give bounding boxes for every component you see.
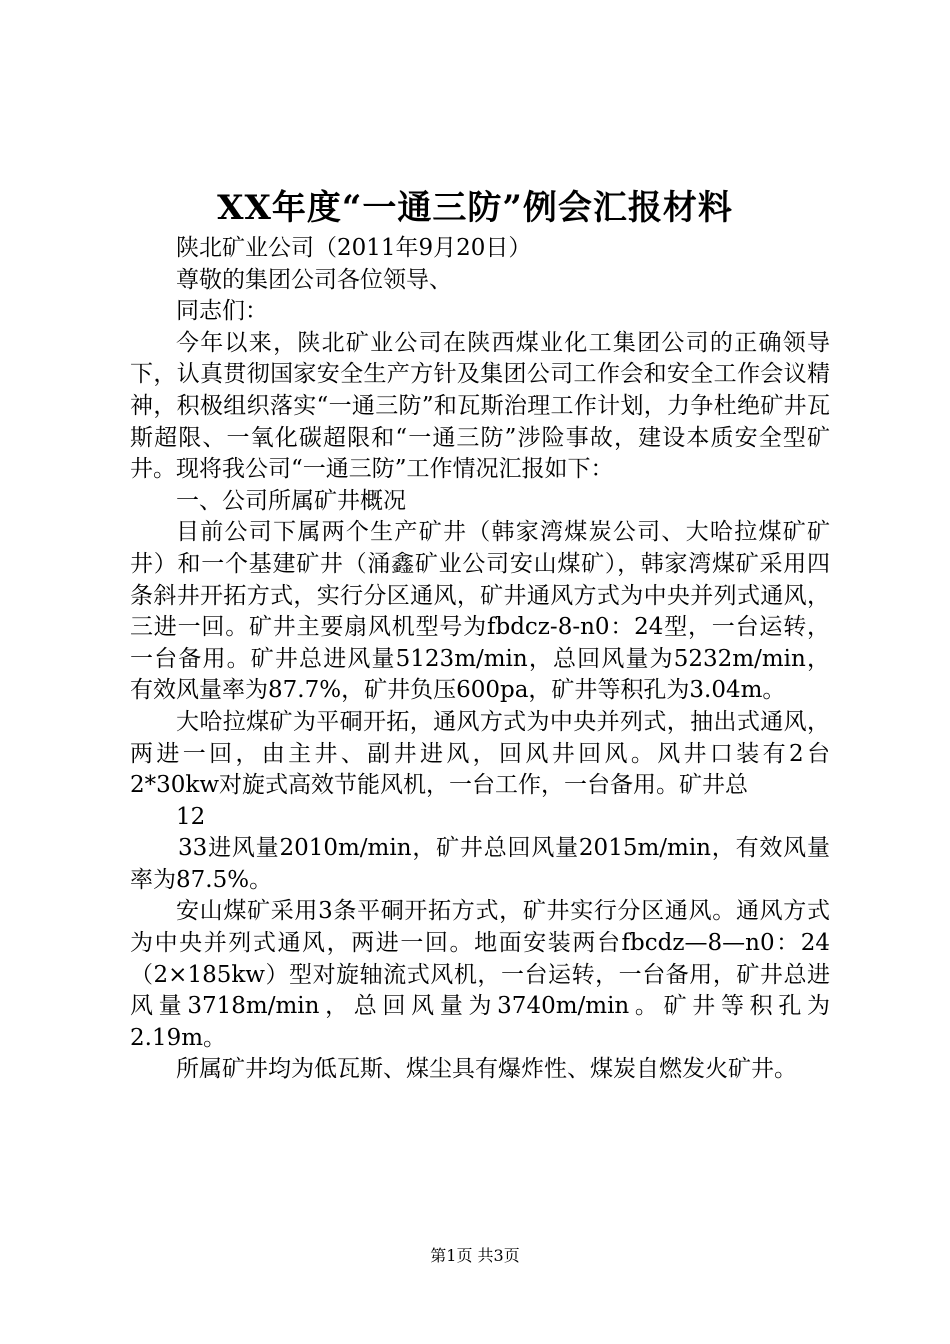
document-title: XX年度“一通三防”例会汇报材料 [217, 188, 733, 228]
page-footer: 第1页 共3页 [430, 1246, 520, 1265]
intro-paragraph: 今年以来，陕北矿业公司在陕西煤业化工集团公司的正确领导下，认真贯彻国家安全生产方针及集团公司工作会和安全工作会议精神，积极组织落实“一通三防”和瓦斯治理工作计划，力争杜绝矿井瓦斯超限、一氧化碳超限和“一通三防”涉险事故，建设本质安全型矿井。现将我公司“一通三防”工作情况汇报如下： [130, 329, 830, 483]
anshan-paragraph: 安山煤矿采用3条平硐开拓方式，矿井实行分区通风。通风方式为中央并列式通风，两进一回。地面安装两台fbcdz—8—n0：24（2×185kw）型对旋轴流式风机，一台运转，一台备用，矿井总进风量3718m/min，总回风量为3740m/min。矿井等积孔为2.19m。 [130, 898, 830, 1051]
salutation-line: 尊敬的集团公司各位领导、 [176, 266, 452, 293]
document-body [130, 233, 830, 1086]
company-date-line: 陕北矿业公司（2011年9月20日） [176, 235, 532, 261]
superscript-numbers: 12 [176, 803, 206, 830]
salutation-comrades: 同志们： [176, 298, 268, 325]
dahala-paragraph: 大哈拉煤矿为平硐开拓，通风方式为中央并列式，抽出式通风，两进一回，由主井、副井进风，回风井回风。风井口装有2台2*30kw对旋式高效节能风机，一台工作，一台备用。矿井总 [130, 708, 830, 799]
dahala-continuation: 33进风量2010m/min，矿井总回风量2015m/min，有效风量率为87.5%。 [130, 835, 830, 893]
section-heading: 一、公司所属矿井概况 [176, 487, 406, 514]
summary-paragraph: 所属矿井均为低瓦斯、煤尘具有爆炸性、煤炭自燃发火矿井。 [176, 1056, 797, 1083]
hanjiawan-paragraph: 目前公司下属两个生产矿井（韩家湾煤炭公司、大哈拉煤矿矿井）和一个基建矿井（涌鑫矿业公司安山煤矿），韩家湾煤矿采用四条斜井开拓方式，实行分区通风，矿井通风方式为中央并列式通风，三进一回。矿井主要扇风机型号为fbdcz-8-n0：24型，一台运转，一台备用。矿井总进风量5123m/min，总回风量为5232m/min，有效风量率为87.7%，矿井负压600pa，矿井等积孔为3.04m。 [130, 519, 830, 704]
